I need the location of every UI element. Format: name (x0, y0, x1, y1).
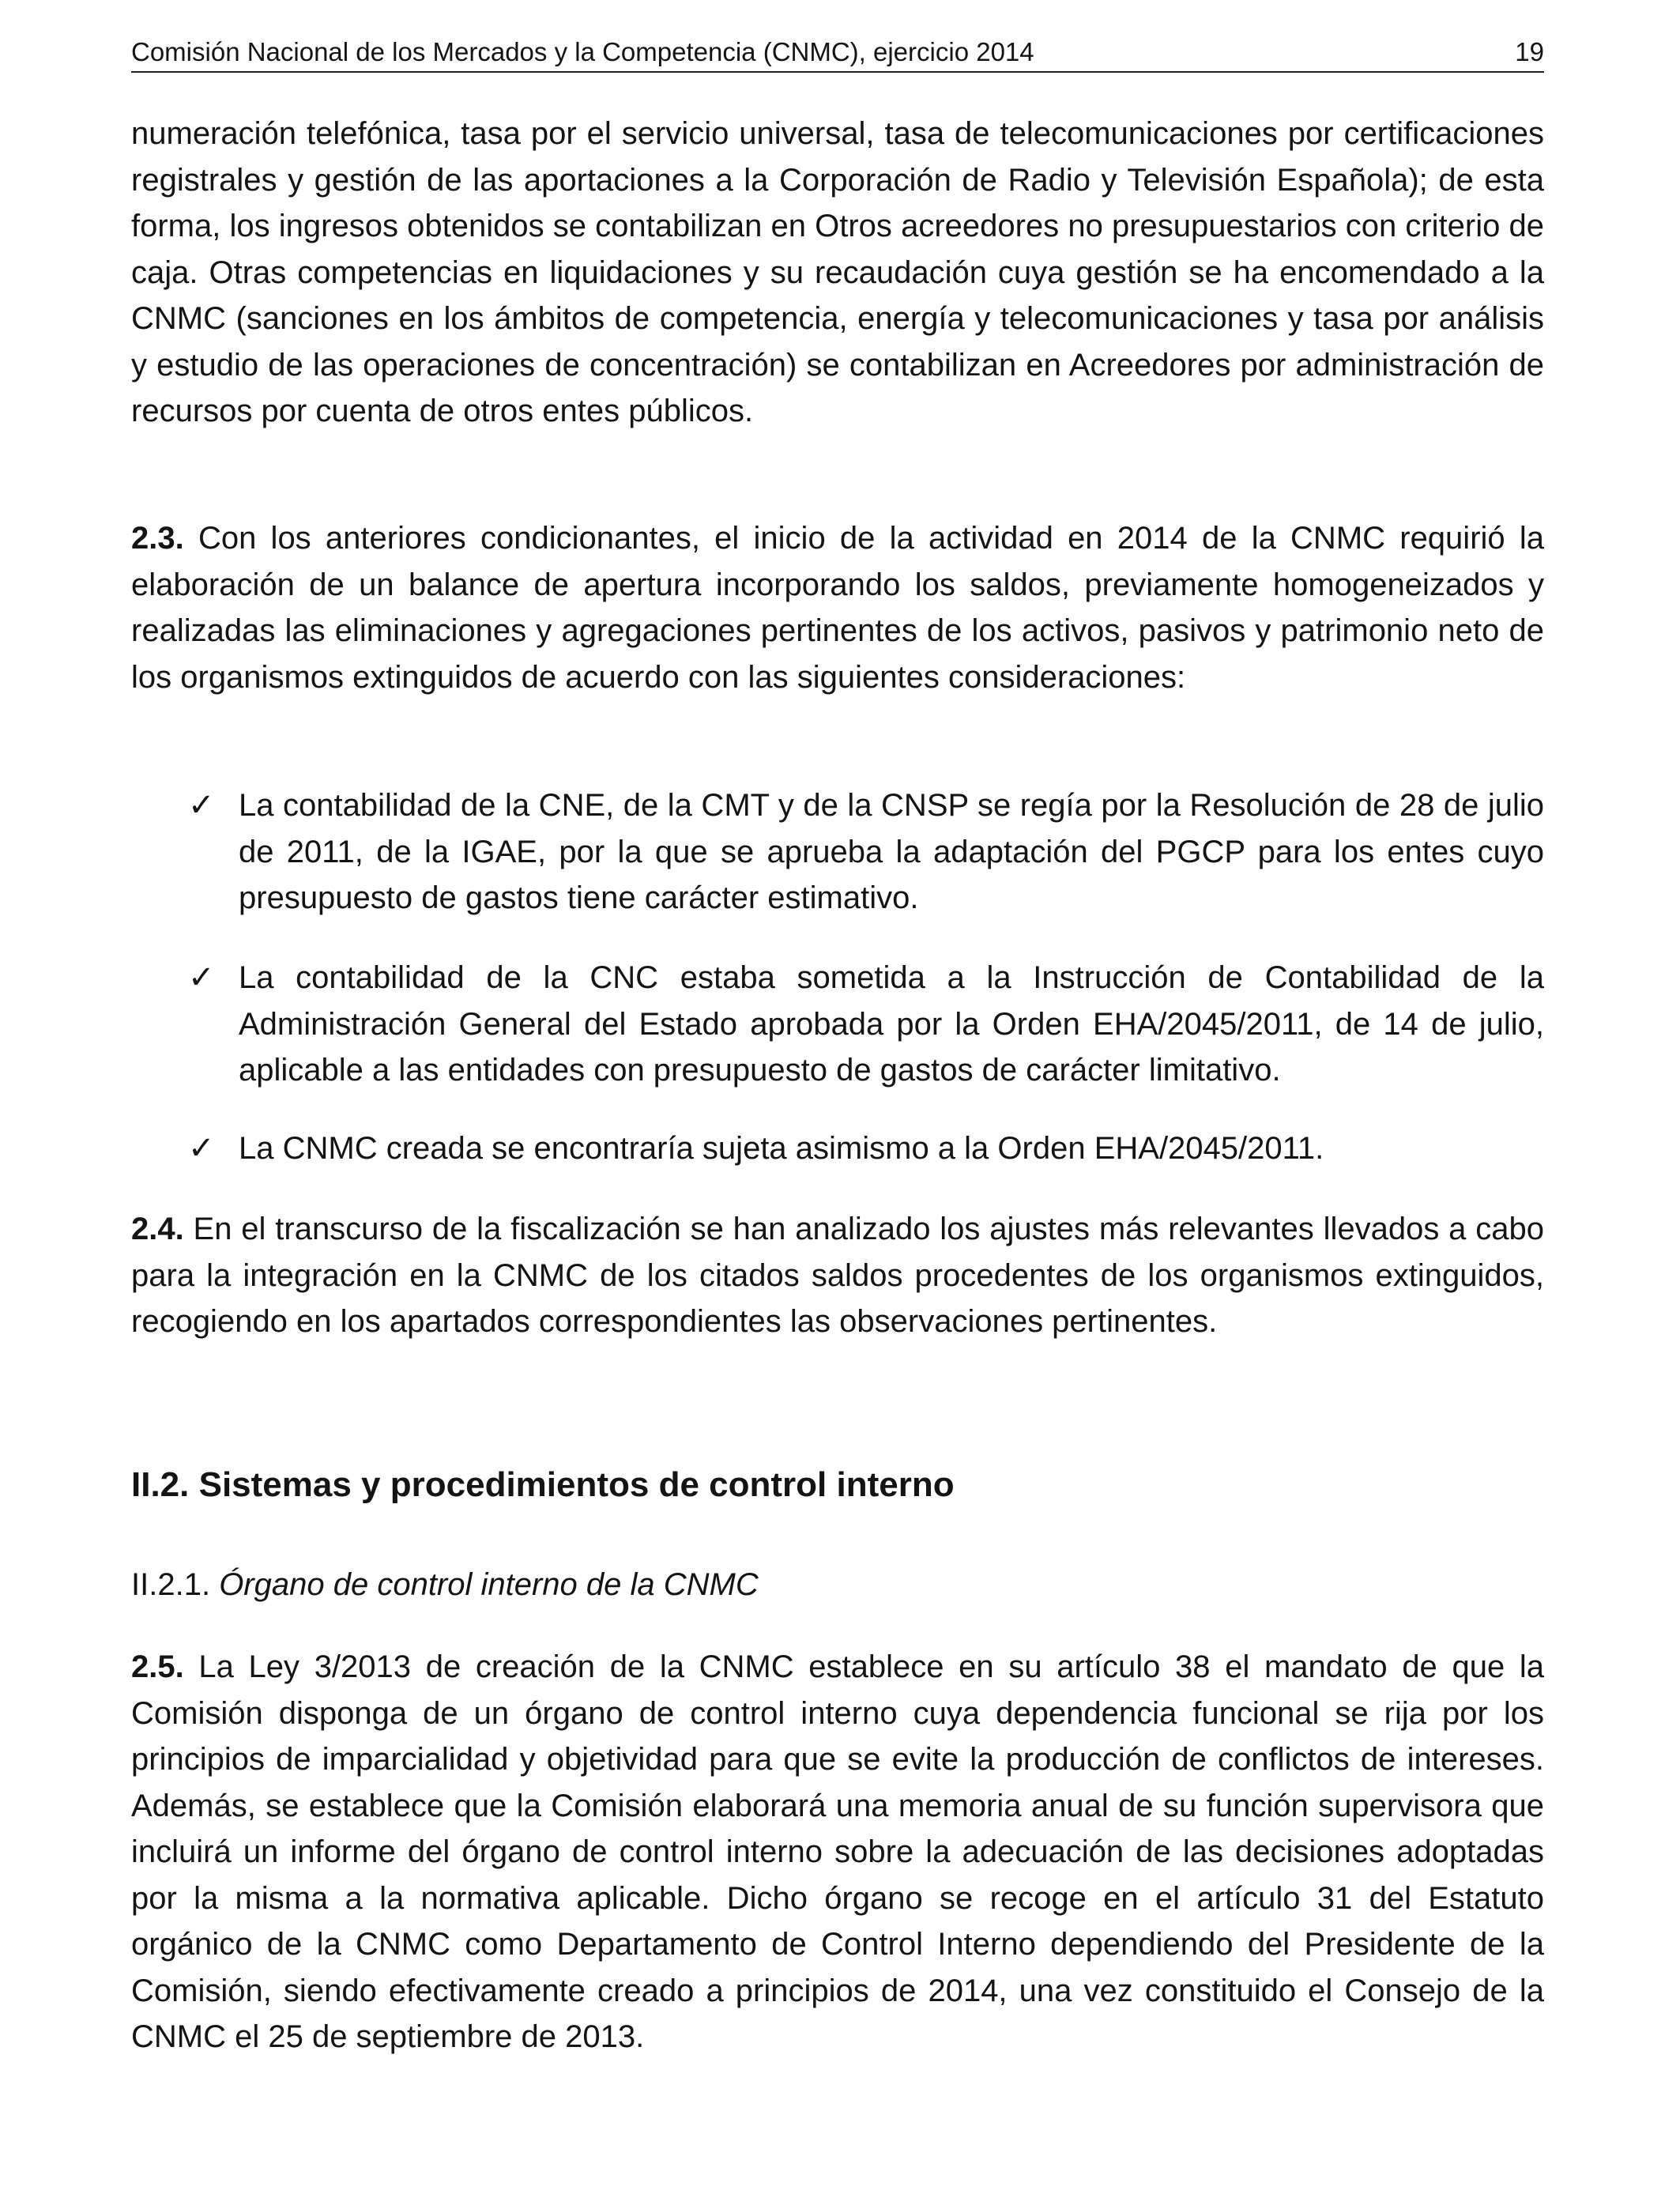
paragraph-text: En el transcurso de la fiscalización se han analizado los ajustes más relevantes llevados a cabo para la integración en la CNMC de los citados saldos procedentes de los organismos extinguidos, recogiendo en los apartados correspondientes las observaciones pertinentes. (131, 1212, 1544, 1339)
paragraph-text: La Ley 3/2013 de creación de la CNMC establece en su artículo 38 el mandato de que la Comisión disponga de un órgano de control interno cuya dependencia funcional se rija por los principios de imparcialidad y objetividad para que se evite la producción de conflictos de intereses. Además, se establece que la Comisión elaborará una memoria anual de su función supervisora que incluirá un informe del órgano de control interno sobre la adecuación de las decisiones adoptadas por la misma a la normativa aplicable. Dicho órgano se recoge en el artículo 31 del Estatuto orgánico de la CNMC como Departamento de Control Interno dependiendo del Presidente de la Comisión, siendo efectivamente creado a principios de 2014, una vez constituido el Consejo de la CNMC el 25 de septiembre de 2013. (131, 1649, 1544, 2054)
list-item (188, 782, 1544, 922)
section-heading: II.2. Sistemas y procedimientos de control interno (131, 1465, 955, 1504)
paragraph-2-5 (131, 1644, 1544, 2060)
checkmark-icon: ✓ (188, 1130, 215, 1167)
subsection-title: Órgano de control interno de la CNMC (219, 1567, 759, 1602)
page-number: 19 (1515, 37, 1544, 66)
checkmark-icon: ✓ (188, 787, 215, 824)
paragraph-number: 2.4. (131, 1212, 184, 1246)
subsection-number: II.2.1. (131, 1567, 211, 1602)
paragraph-number: 2.3. (131, 521, 184, 556)
paragraph-continuation: numeración telefónica, tasa por el servicio universal, tasa de telecomunicaciones por certificaciones registrales y gestión de las aportaciones a la Corporación de Radio y Televisión Española); de esta forma, los ingresos obtenidos se contabilizan en Otros acreedores no presupuestarios con criterio de caja. Otras competencias en liquidaciones y su recaudación cuya gestión se ha encomendado a la CNMC (sanciones en los ámbitos de competencia, energía y telecomunicaciones y tasa por análisis y estudio de las operaciones de concentración) se contabilizan en Acreedores por administración de recursos por cuenta de otros entes públicos. (131, 116, 1544, 428)
header-title: Comisión Nacional de los Mercados y la Competencia (CNMC), ejercicio 2014 (131, 37, 1034, 66)
paragraph-text: Con los anteriores condicionantes, el inicio de la actividad en 2014 de la CNMC requirió la elaboración de un balance de apertura incorporando los saldos, previamente homogeneizados y realizadas las eliminaciones y agregaciones pertinentes de los activos, pasivos y patrimonio neto de los organismos extinguidos de acuerdo con las siguientes consideraciones: (131, 521, 1544, 695)
paragraph-number: 2.5. (131, 1649, 184, 1684)
list-item-text: La CNMC creada se encontraría sujeta asimismo a la Orden EHA/2045/2011. (239, 1131, 1324, 1166)
page-header (131, 36, 1544, 73)
list-item (188, 955, 1544, 1094)
list-item-text: La contabilidad de la CNC estaba sometida a la Instrucción de Contabilidad de la Administración General del Estado aprobada por la Orden EHA/2045/2011, de 14 de julio, aplicable a las entidades con presupuesto de gastos de carácter limitativo. (239, 960, 1544, 1088)
checkmark-icon: ✓ (188, 959, 215, 996)
paragraph-2-4 (131, 1206, 1544, 1345)
list-item-text: La contabilidad de la CNE, de la CMT y de la CNSP se regía por la Resolución de 28 de julio de 2011, de la IGAE, por la que se aprueba la adaptación del PGCP para los entes cuyo presupuesto de gastos tiene carácter estimativo. (239, 788, 1544, 915)
list-item (188, 1125, 1544, 1172)
paragraph-2-3 (131, 515, 1544, 700)
subsection-heading (131, 1563, 759, 1606)
